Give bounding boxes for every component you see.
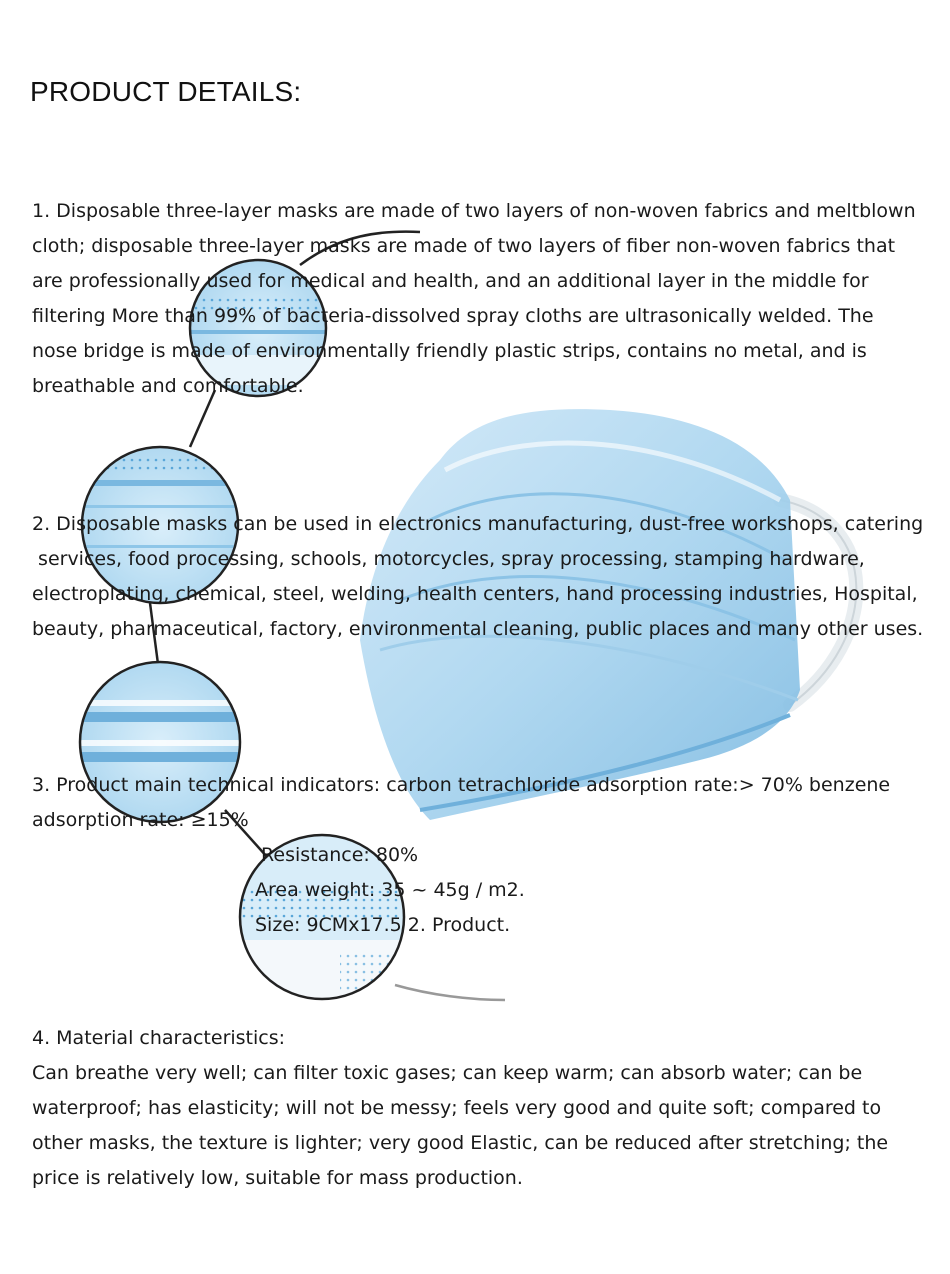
section-1-line: cloth; disposable three-layer masks are made of two layers of fiber non-woven fabrics that [32,235,896,257]
spec-area-weight: Area weight: 35 ~ 45g / m2. [255,879,525,901]
section-1-line: 1. Disposable three-layer masks are made of two layers of non-woven fabrics and meltblown [32,200,916,222]
section-1-line: are professionally used for medical and health, and an additional layer in the middle for [32,270,869,292]
section-1-line: nose bridge is made of environmentally friendly plastic strips, contains no metal, and is [32,340,867,362]
spec-resistance: Resistance: 80% [255,844,419,866]
section-2-line: electroplating, chemical, steel, welding, health centers, hand processing industries, Hospital, [32,583,918,605]
section-4 [32,1021,888,1196]
section-4-line: other masks, the texture is lighter; very good Elastic, can be reduced after stretching; the [32,1132,889,1154]
spec-size: Size: 9CMx17.5 2. Product. [255,914,511,936]
section-2-line: services, food processing, schools, motorcycles, spray processing, stamping hardware, [32,548,865,570]
section-2-line: 2. Disposable masks can be used in electronics manufacturing, dust-free workshops, catering [32,513,924,535]
section-3-line: adsorption rate: ≥15% [32,809,249,831]
section-4-heading: 4. Material characteristics: [32,1027,286,1049]
section-1-line: breathable and comfortable. [32,375,304,397]
section-4-line: waterproof; has elasticity; will not be messy; feels very good and quite soft; compared to [32,1097,882,1119]
section-1-line: filtering More than 99% of bacteria-dissolved spray cloths are ultrasonically welded. The [32,305,874,327]
section-2 [32,507,923,647]
page-title: PRODUCT DETAILS: [30,76,302,107]
section-3 [32,768,890,838]
section-3-line: 3. Product main technical indicators: carbon tetrachloride adsorption rate:> 70% benzene [32,774,891,796]
section-4-line: Can breathe very well; can filter toxic gases; can keep warm; can absorb water; can be [32,1062,863,1084]
section-2-line: beauty, pharmaceutical, factory, environmental cleaning, public places and many other uses. [32,618,924,640]
section-4-line: price is relatively low, suitable for mass production. [32,1167,523,1189]
section-3-specs [255,838,525,943]
section-1 [32,194,916,404]
